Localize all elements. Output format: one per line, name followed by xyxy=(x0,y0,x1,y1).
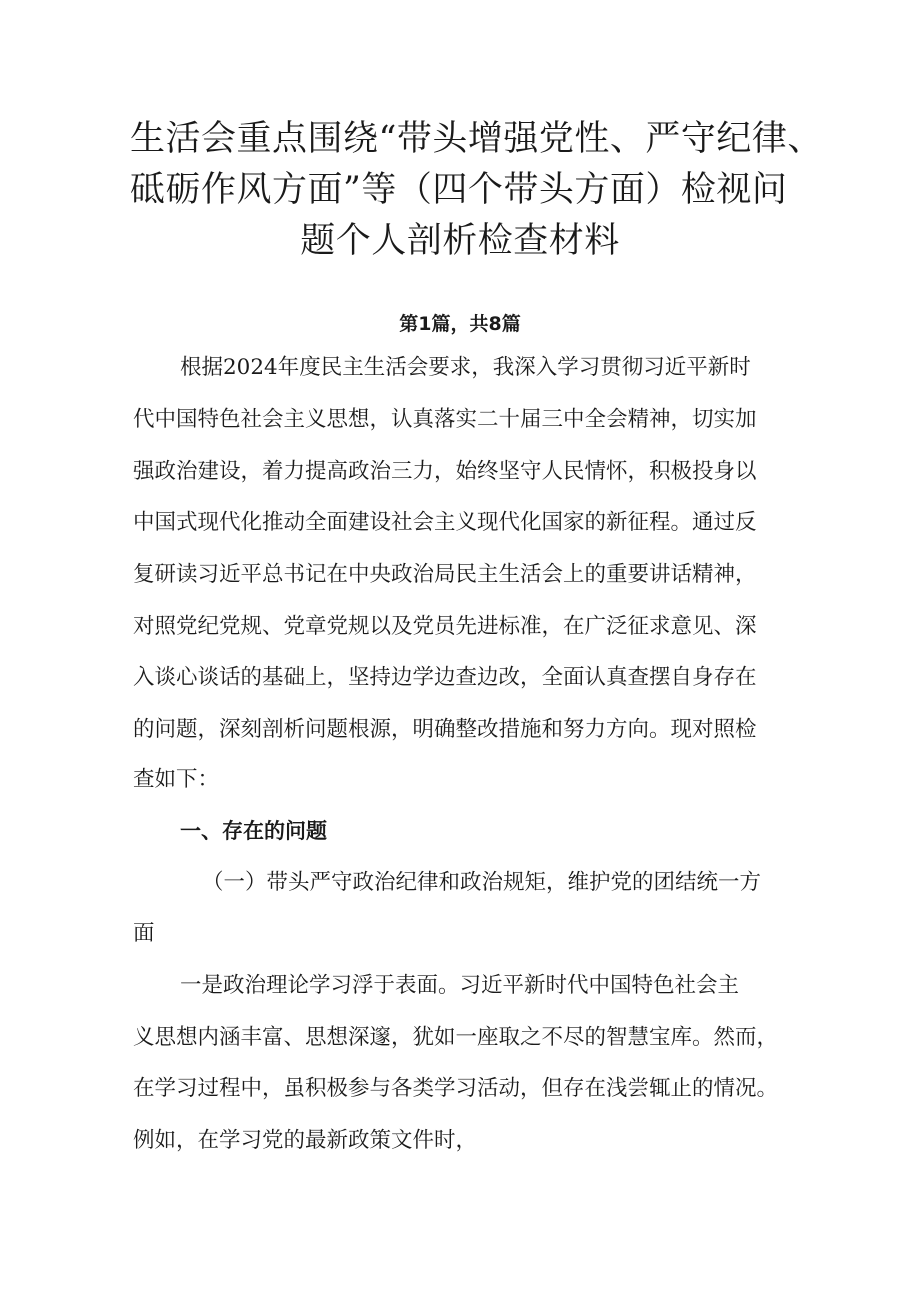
intro-line-9: 查如下： xyxy=(133,767,220,792)
document-title-line-1: 生活会重点围绕“带头增强党性、严守纪律、 xyxy=(130,119,823,159)
document-title-line-2: 砥砺作风方面”等（四个带头方面）检视问 xyxy=(130,170,788,210)
intro-line-4: 中国式现代化推动全面建设社会主义现代化国家的新征程。通过反 xyxy=(133,510,757,535)
intro-line-6: 对照党纪党规、党章党规以及党员先进标准，在广泛征求意见、深 xyxy=(133,614,757,639)
document-title-line-3: 题个人剖析检查材料 xyxy=(300,221,620,261)
point-line-2: 义思想内涵丰富、思想深邃，犹如一座取之不尽的智慧宝库。然而， xyxy=(133,1025,779,1050)
subsection-line-2: 面 xyxy=(133,921,155,946)
intro-line-5: 复研读习近平总书记在中央政治局民主生活会上的重要讲话精神， xyxy=(133,562,757,587)
subsection-line-1: （一）带头严守政治纪律和政治规矩，维护党的团结统一方 xyxy=(202,870,762,895)
intro-line-8: 的问题，深刻剖析问题根源，明确整改措施和努力方向。现对照检 xyxy=(133,717,757,742)
intro-line-3: 强政治建设，着力提高政治三力，始终坚守人民情怀，积极投身以 xyxy=(133,459,757,484)
point-line-4: 例如，在学习党的最新政策文件时， xyxy=(133,1128,478,1153)
point-line-3: 在学习过程中，虽积极参与各类学习活动，但存在浅尝辄止的情况。 xyxy=(133,1076,779,1101)
intro-line-1: 根据2024年度民主生活会要求，我深入学习贯彻习近平新时 xyxy=(180,355,751,380)
part-indicator: 第1篇，共8篇 xyxy=(399,313,521,335)
intro-line-7: 入谈心谈话的基础上，坚持边学边查边改，全面认真查摆自身存在 xyxy=(133,665,757,690)
point-line-1: 一是政治理论学习浮于表面。习近平新时代中国特色社会主 xyxy=(180,973,740,998)
section-heading: 一、存在的问题 xyxy=(180,819,327,843)
intro-line-2: 代中国特色社会主义思想，认真落实二十届三中全会精神，切实加 xyxy=(133,407,757,432)
